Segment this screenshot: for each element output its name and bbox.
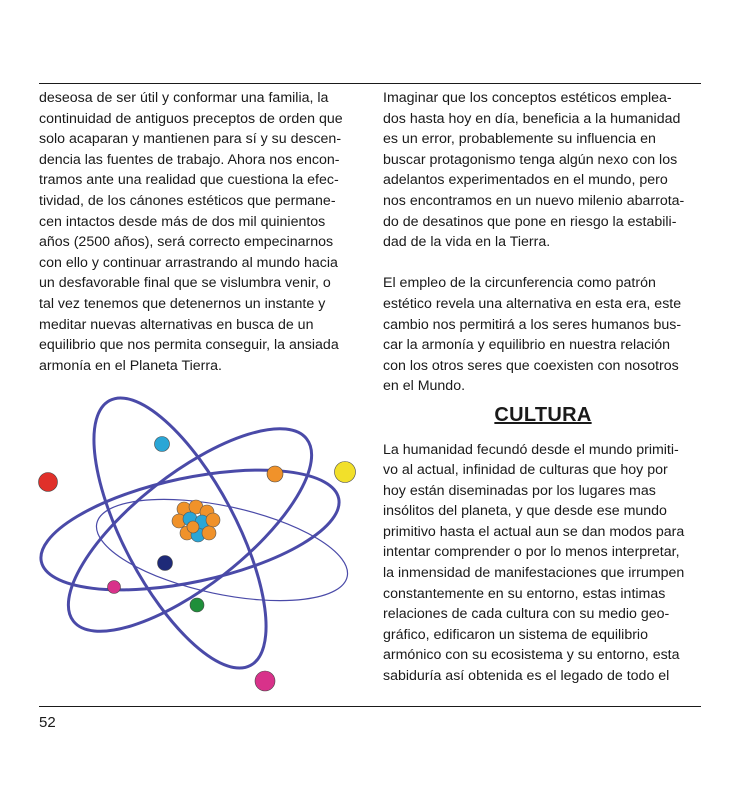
text-line: dad de la vida en la Tierra.	[383, 234, 551, 251]
left-column	[39, 88, 359, 376]
text-line: armónico con su ecosistema y su entorno, esta	[383, 647, 680, 664]
text-line: con los otros seres que coexisten con nosotros	[383, 357, 679, 374]
text-line: hoy están diseminadas por los lugares mas	[383, 482, 656, 499]
text-line: vo al actual, infinidad de culturas que hoy por	[383, 462, 668, 479]
text-line: dencia las fuentes de trabajo. Ahora nos encon-	[39, 151, 340, 168]
text-line: insólitos del planeta, y que desde ese mundo	[383, 503, 667, 520]
text-line: armonía en el Planeta Tierra.	[39, 357, 222, 374]
text-line: cen intactos desde más de dos mil quinientos	[39, 213, 326, 230]
text-line: Imaginar que los conceptos estéticos emplea-	[383, 90, 672, 106]
text-line: nos encontramos en un nuevo milenio abarrota-	[383, 192, 685, 209]
text-line: años (2500 años), será correcto empecinarnos	[39, 234, 334, 251]
text-line: es un error, probablemente su influencia en	[383, 131, 656, 148]
nucleus	[172, 500, 220, 542]
atom-illustration	[30, 375, 370, 695]
right-column	[383, 88, 703, 687]
text-line: intentar comprender o por lo menos interpretar,	[383, 544, 680, 561]
text-line: gráfico, edificaron un sistema de equilibrio	[383, 626, 648, 643]
text-line: sabiduría así obtenida es el legado de todo el	[383, 668, 670, 685]
text-line: car la armonía y equilibrio en nuestra relación	[383, 337, 671, 354]
text-line: relaciones de cada cultura con su medio geo-	[383, 606, 670, 623]
text-line: primitivo hasta el actual aun se dan modos para	[383, 523, 685, 540]
text-line: solo acaparan y mantienen para sí y su descen-	[39, 131, 342, 148]
text-line: El empleo de la circunferencia como patrón	[383, 275, 656, 292]
text-line: continuidad de antiguos preceptos de orden que	[39, 110, 343, 127]
text-line: tramos ante una realidad que cuestiona la efec-	[39, 172, 339, 189]
page-number: 52	[39, 714, 56, 731]
text-line: con ello y continuar arrastrando al mundo hacia	[39, 254, 338, 271]
text-line: en el Mundo.	[383, 378, 466, 395]
text-line: adelantos experimentados en el mundo, pero	[383, 172, 668, 189]
top-rule	[39, 83, 701, 84]
text-line: estético revela una alternativa en esta era, este	[383, 295, 682, 312]
text-line: cambio nos permitirá a los seres humanos bus-	[383, 316, 682, 333]
text-line: buscar protagonismo tenga algún nexo con los	[383, 151, 678, 168]
text-line: do de desatinos que pone en riesgo la estabili-	[383, 213, 677, 230]
section-heading: CULTURA	[494, 403, 592, 426]
text-line: meditar nuevas alternativas en busca de un	[39, 316, 314, 333]
text-line: La humanidad fecundó desde el mundo primiti-	[383, 441, 679, 458]
bottom-rule	[39, 706, 701, 707]
text-line: un desfavorable final que se vislumbra venir, o	[39, 275, 331, 292]
text-line: dos hasta hoy en día, beneficia a la humanidad	[383, 110, 681, 127]
text-line: deseosa de ser útil y conformar una familia, la	[39, 90, 329, 106]
text-line: tividad, de los cánones estéticos que permane-	[39, 192, 336, 209]
text-line: equilibrio que nos permita conseguir, la ansiada	[39, 337, 339, 354]
text-line: la inmensidad de manifestaciones que irrumpen	[383, 565, 685, 582]
text-line: constantemente en su entorno, estas intimas	[383, 585, 666, 602]
orbit-ring	[88, 480, 357, 619]
text-line: tal vez tenemos que detenernos un instante y	[39, 295, 326, 312]
